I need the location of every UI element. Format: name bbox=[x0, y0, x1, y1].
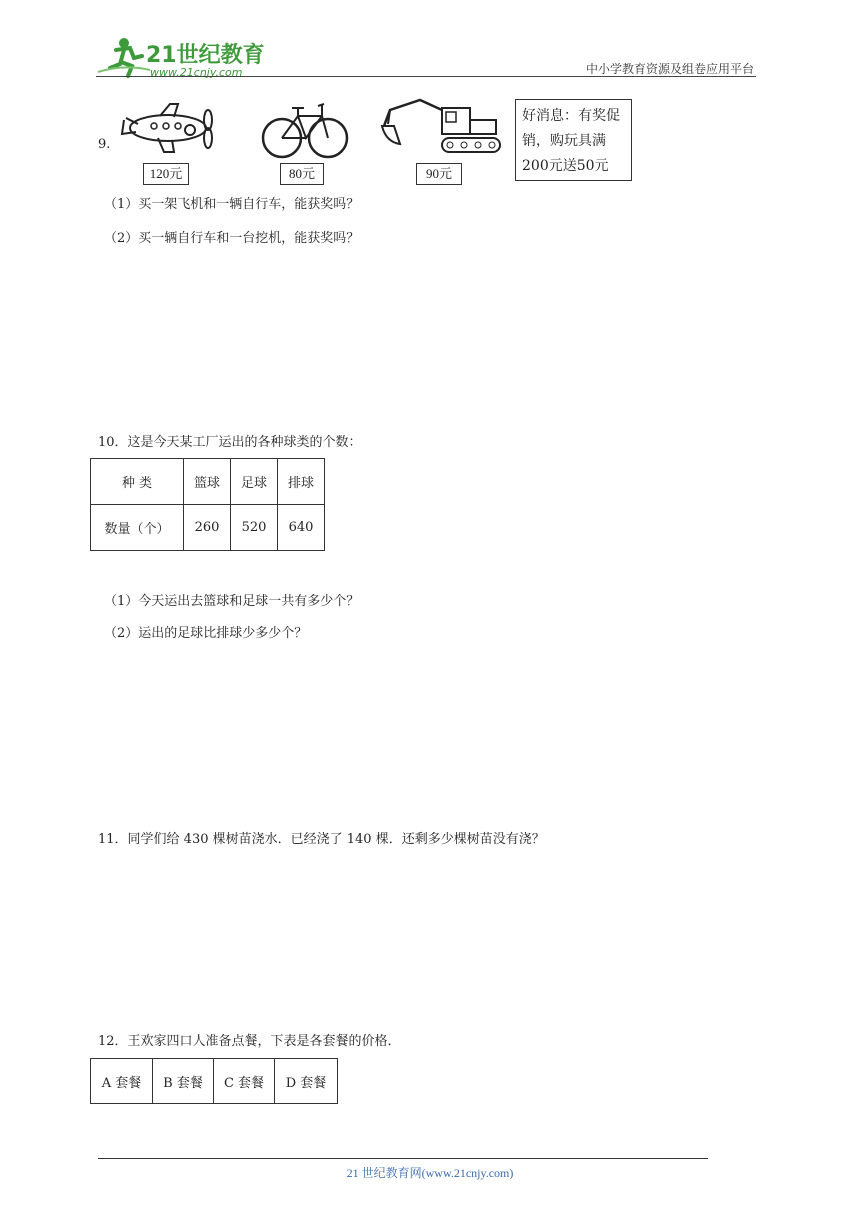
table-cell: 数量（个） bbox=[91, 505, 184, 551]
meal-package-table bbox=[90, 1058, 338, 1104]
table-cell: B 套餐 bbox=[153, 1059, 214, 1104]
excavator-price: 90元 bbox=[416, 163, 462, 185]
promo-line: 销，购玩具满 bbox=[522, 133, 606, 149]
header-platform-text: 中小学教育资源及组卷应用平台 bbox=[585, 62, 754, 76]
table-cell: 排球 bbox=[278, 459, 325, 505]
site-logo bbox=[94, 34, 294, 80]
table-cell: A 套餐 bbox=[91, 1059, 153, 1104]
q10-title: 10．这是今天某工厂运出的各种球类的个数： bbox=[98, 435, 362, 450]
logo-text: 21世纪教育 bbox=[146, 43, 265, 68]
header-divider bbox=[96, 76, 756, 77]
q9-sub2: （2）买一辆自行车和一台挖机，能获奖吗？ bbox=[104, 231, 360, 246]
q9-sub1: （1）买一架飞机和一辆自行车，能获奖吗？ bbox=[104, 197, 360, 212]
table-cell: C 套餐 bbox=[214, 1059, 275, 1104]
table-cell: 足球 bbox=[231, 459, 278, 505]
table-row bbox=[91, 505, 325, 551]
bicycle-price: 80元 bbox=[280, 163, 324, 185]
footer-text: 21 世纪教育网(www.21cnjy.com) bbox=[346, 1166, 514, 1180]
airplane-icon bbox=[118, 100, 218, 162]
excavator-icon bbox=[380, 96, 504, 162]
table-cell: 520 bbox=[231, 505, 278, 551]
table-cell: 种 类 bbox=[91, 459, 184, 505]
bicycle-icon bbox=[260, 98, 350, 164]
q12-text: 12．王欢家四口人准备点餐，下表是各套餐的价格． bbox=[98, 1034, 401, 1049]
table-cell: 篮球 bbox=[184, 459, 231, 505]
promo-line: 好消息：有奖促 bbox=[522, 108, 620, 124]
table-cell: D 套餐 bbox=[275, 1059, 338, 1104]
promo-notice bbox=[515, 99, 632, 181]
q10-sub1: （1）今天运出去篮球和足球一共有多少个？ bbox=[104, 594, 360, 609]
q9-number: 9. bbox=[98, 137, 111, 152]
table-cell: 260 bbox=[184, 505, 231, 551]
table-row bbox=[91, 459, 325, 505]
promo-line: 200元送50元 bbox=[522, 158, 609, 174]
q10-sub2: （2）运出的足球比排球少多少个？ bbox=[104, 626, 308, 641]
table-row bbox=[91, 1059, 338, 1104]
q11-text: 11．同学们给 430 棵树苗浇水．已经浇了 140 棵．还剩多少棵树苗没有浇？ bbox=[98, 832, 545, 847]
ball-count-table bbox=[90, 458, 325, 551]
logo-url: www.21cnjy.com bbox=[150, 66, 243, 79]
footer-divider bbox=[98, 1158, 708, 1159]
table-cell: 640 bbox=[278, 505, 325, 551]
airplane-price: 120元 bbox=[143, 163, 189, 185]
